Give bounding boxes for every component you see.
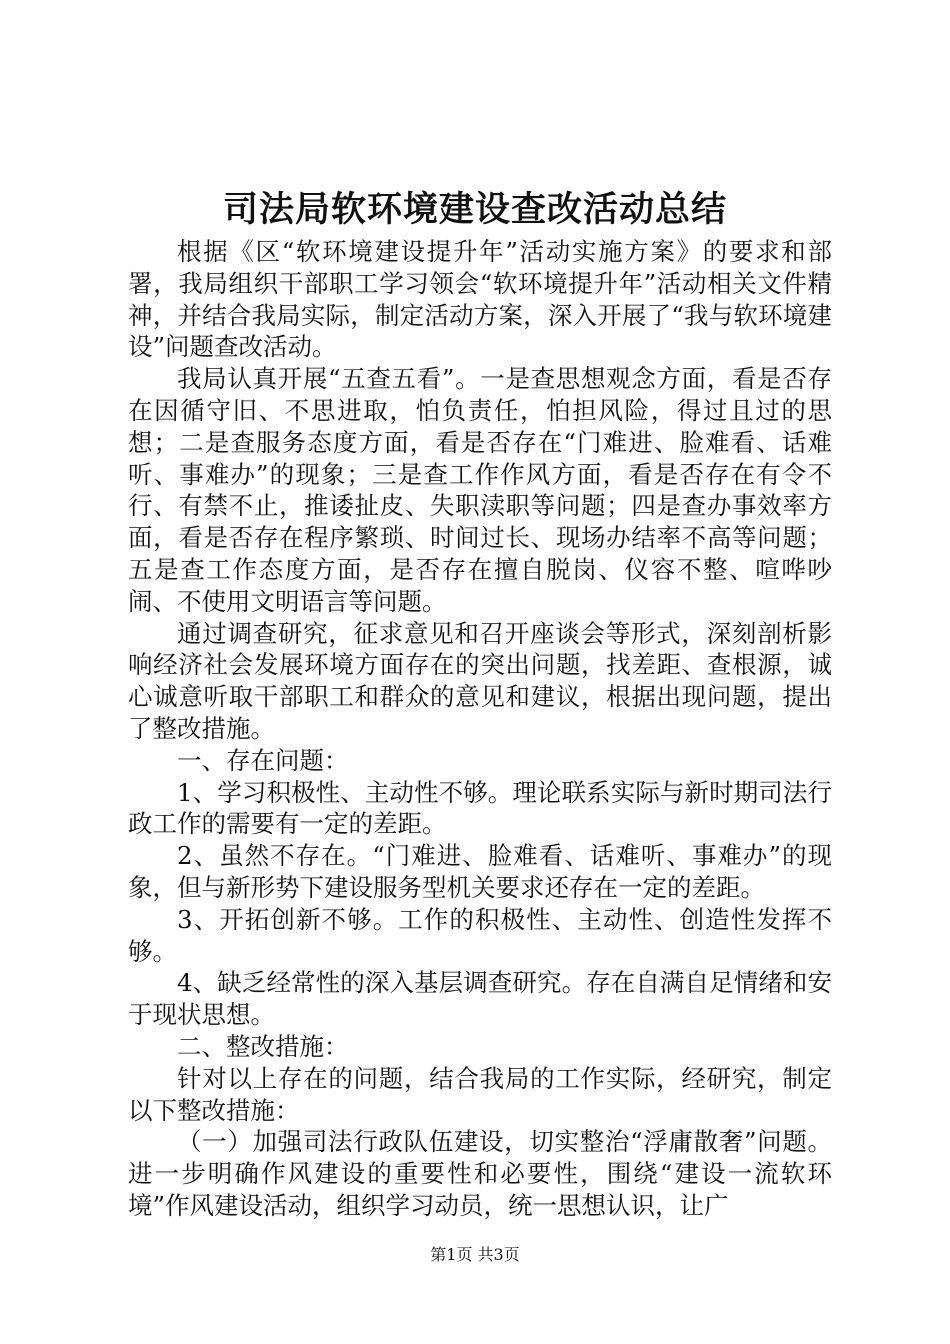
list-item: 1、学习积极性、主动性不够。理论联系实际与新时期司法行政工作的需要有一定的差距。 <box>128 777 832 839</box>
paragraph: 针对以上存在的问题，结合我局的工作实际，经研究，制定以下整改措施： <box>128 1063 832 1125</box>
list-item: 3、开拓创新不够。工作的积极性、主动性、创造性发挥不够。 <box>128 904 832 966</box>
section-heading: 二、整改措施： <box>177 1031 349 1061</box>
list-item: 2、虽然不存在。“门难进、脸难看、话难听、事难办”的现象，但与新形势下建设服务型机关要求还存在一定的差距。 <box>128 841 832 902</box>
paragraph: （一）加强司法行政队伍建设，切实整治“浮庸散奢”问题。进一步明确作风建设的重要性和必要性，围绕“建设一流软环境”作风建设活动，组织学习动员，统一思想认识，让广 <box>128 1127 832 1220</box>
document-title: 司法局软环境建设查改活动总结 <box>222 190 727 230</box>
paragraph: 通过调查研究，征求意见和召开座谈会等形式，深刻剖析影响经济社会发展环境方面存在的突出问题，找差距、查根源，诚心诚意听取干部职工和群众的意见和建议，根据出现问题，提出了整改措施。 <box>128 618 832 743</box>
list-item: 4、缺乏经常性的深入基层调查研究。存在自满自足情绪和安于现状思想。 <box>128 968 832 1030</box>
paragraph: 根据《区“软环境建设提升年”活动实施方案》的要求和部署，我局组织干部职工学习领会“软环境提升年”活动相关文件精神，并结合我局实际，制定活动方案，深入开展了“我与软环境建设”问题查改活动。 <box>128 237 832 362</box>
page-footer: 第1页 共3页 <box>430 1245 520 1264</box>
paragraph: 我局认真开展“五查五看”。一是查思想观念方面，看是否存在因循守旧、不思进取，怕负责任，怕担风险，得过且过的思想；二是查服务态度方面，看是否存在“门难进、脸难看、话难听、事难办”的现象；三是查工作作风方面，看是否存在有令不行、有禁不止，推诿扯皮、失职渎职等问题；四是查办事效率方面，看是否存在程序繁琐、时间过长、现场办结率不高等问题；五是查工作态度方面，是否存在擅自脱岗、仪容不整、喧哗吵闹、不使用文明语言等问题。 <box>128 364 832 616</box>
section-heading: 一、存在问题： <box>177 745 349 775</box>
document-body <box>128 236 832 1222</box>
